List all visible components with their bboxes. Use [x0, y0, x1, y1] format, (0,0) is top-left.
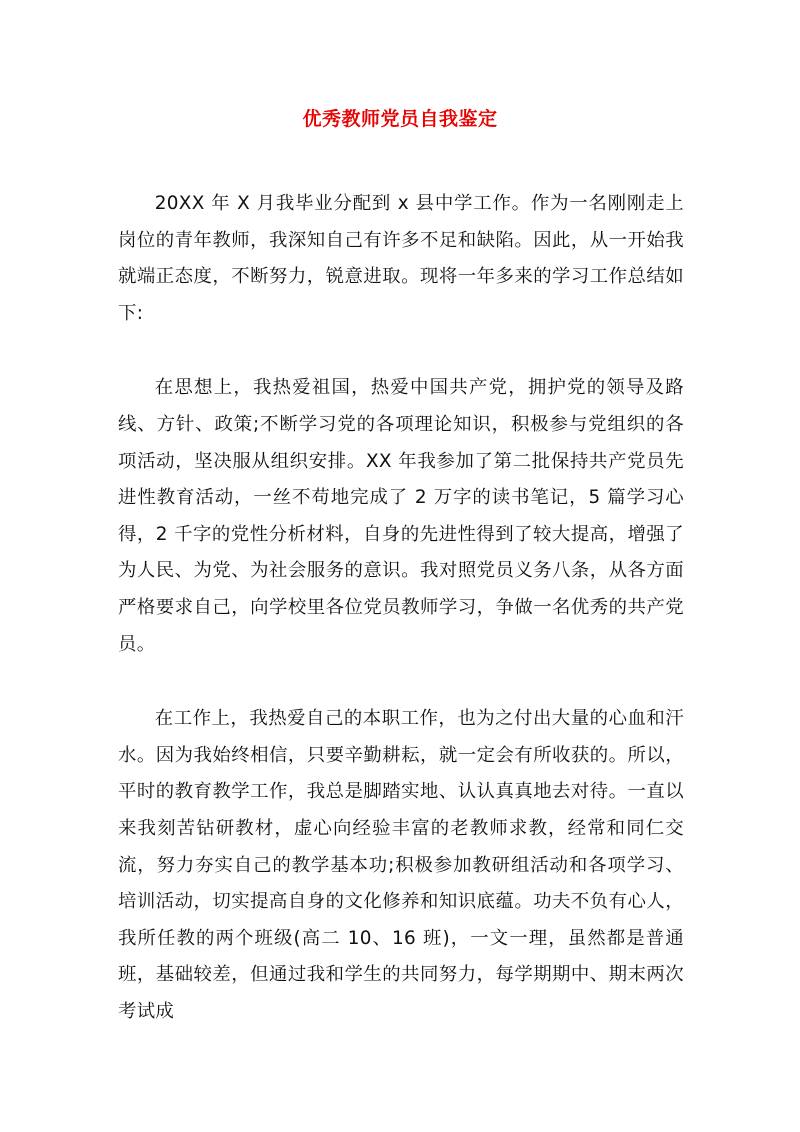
paragraph-ideology: 在思想上，我热爱祖国，热爱中国共产党，拥护党的领导及路线、方针、政策;不断学习党的各项理论知识，积极参与党组织的各项活动，坚决服从组织安排。XX 年我参加了第二批保持共产党员先进性教育活动，一丝不苟地完成了 2 万字的读书笔记，5 篇学习心得，2 千字的党性分析材料，自身的先进性得到了较大提高，增强了为人民、为党、为社会服务的意识。我对照党员义务八条，从各方面严格要求自己，向学校里各位党员教师学习，争做一名优秀的共产党员。	[118, 377, 684, 655]
document-body	[118, 186, 684, 1030]
paragraph-intro: 20XX 年 X 月我毕业分配到 x 县中学工作。作为一名刚刚走上岗位的青年教师，我深知自己有许多不足和缺陷。因此，从一开始我就端正态度，不断努力，锐意进取。现将一年多来的学习工作总结如下:	[118, 193, 684, 324]
document-title: 优秀教师党员自我鉴定	[302, 108, 498, 130]
paragraph-work: 在工作上，我热爱自己的本职工作，也为之付出大量的心血和汗水。因为我始终相信，只要辛勤耕耘，就一定会有所收获的。所以，平时的教育教学工作，我总是脚踏实地、认认真真地去对待。一直以来我刻苦钻研教材，虚心向经验丰富的老教师求教，经常和同仁交流，努力夯实自己的教学基本功;积极参加教研组活动和各项学习、培训活动，切实提高自身的文化修养和知识底蕴。功夫不负有心人，我所任教的两个班级(高二 10、16 班)，一文一理，虽然都是普通班，基础较差，但通过我和学生的共同努力，每学期期中、期末两次考试成	[118, 708, 684, 1022]
